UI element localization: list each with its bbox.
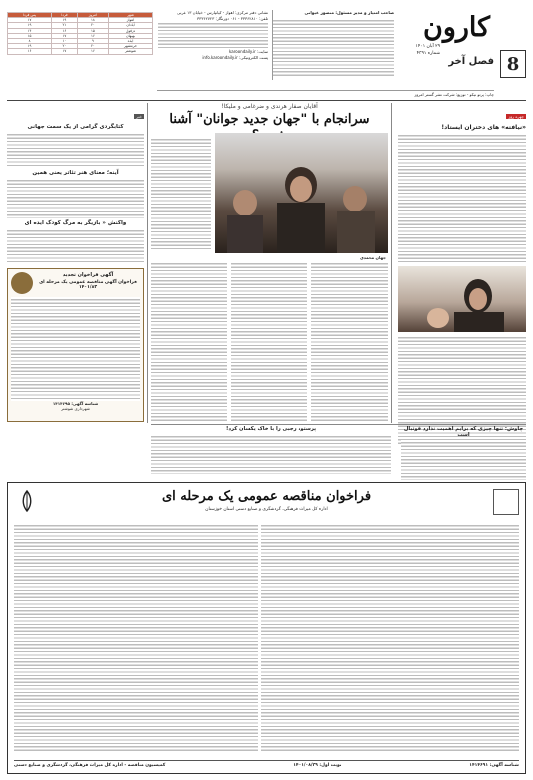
top-header [7, 6, 526, 98]
main-story [151, 103, 388, 423]
ad-box [7, 268, 144, 422]
weather-cell: خرمشهر [109, 44, 153, 49]
right-tag [398, 103, 526, 122]
weather-cell: شوشتر [109, 49, 153, 54]
weather-cell: ۲۱ [52, 23, 78, 28]
weather-cell: ۸ [8, 38, 52, 43]
weather-cell: ۱۷ [8, 18, 52, 23]
photo-caption: جهان محمدی [360, 255, 386, 260]
page-number: 8 [506, 53, 520, 75]
tender-footer-mid: نوبت اول: ۱۴۰۱/۰۸/۲۹ [293, 763, 342, 768]
weather-cell: آبادان [109, 23, 153, 28]
weather-cell: ۱۶ [8, 49, 52, 54]
left-headline-2: آینه؛ معنای هنر تئاتر یعنی همین [32, 170, 119, 176]
tender-footer-right: شناسه آگهی: ۱۴۱۴۶۹۱ [469, 763, 519, 768]
iran-emblem-icon [18, 489, 36, 513]
ad-subtitle: فراخوان آگهی مناقصه عمومی یک مرحله ای ۱۴۰۱/۸۳ [39, 280, 137, 290]
weather-cell: دزفول [109, 28, 153, 33]
bottom-strip [151, 426, 526, 478]
issue-number: شماره ۴۳۹۱ [416, 51, 440, 56]
main-headline: سرانجام با "جهان جدید جوانان" آشنا [169, 112, 370, 127]
weather-header: امروز [77, 13, 108, 18]
weather-header: پس فردا [8, 13, 52, 18]
contact-line: سایت: karoondaily.ir [229, 49, 268, 55]
weather-cell: ۱۶ [77, 49, 108, 54]
main-kicker: آقایان صفار هرندی و ضرغامی و ملیکا! [221, 103, 318, 110]
masthead-footer: چاپ: پرتو نیکو - توزیع: شرکت نشر گستر امروز [157, 90, 494, 97]
page-number-box [500, 50, 526, 78]
weather-cell: ۲۰ [77, 23, 108, 28]
weather-table [7, 12, 153, 55]
issue-date: ۲۹ آبان ۱۴۰۱ [415, 44, 440, 49]
weather-cell: ۱۹ [8, 44, 52, 49]
day-face-badge: چهره روز [508, 114, 524, 119]
section-title: فصل آخر [448, 56, 494, 67]
strip-left [151, 426, 391, 474]
tender-box [7, 482, 526, 774]
weather-cell: ۱۷ [52, 33, 78, 38]
weather-cell: ۱۵ [77, 28, 108, 33]
weather-cell: ۹ [77, 38, 108, 43]
left-column [7, 103, 144, 433]
weather-cell: ۱۹ [52, 18, 78, 23]
weather-header: فردا [52, 13, 78, 18]
weather-cell: ۱۰ [52, 38, 78, 43]
crowd-photo-icon [215, 133, 388, 253]
ad-footer-2: شهرداری شوشتر [61, 406, 90, 411]
weather-cell: ۱۹ [8, 23, 52, 28]
weather-cell: بهبهان [109, 33, 153, 38]
emblem-svg-icon [18, 489, 36, 513]
emblem-icon [11, 272, 33, 294]
strip-headline-2: چاوش: تنها چیزی که برایم اهمیت ندارد فوتبال است [403, 426, 524, 438]
tender-footer [14, 760, 519, 770]
weather-cell: اهواز [109, 18, 153, 23]
weather-cell: ۱۶ [52, 28, 78, 33]
staff-block [272, 10, 394, 80]
news-badge: خبر [136, 114, 142, 119]
logo: کارون [423, 12, 490, 43]
portrait-icon [398, 266, 526, 332]
main-photo [215, 133, 388, 253]
tender-org: اداره کل میراث فرهنگی، گردشگری و صنایع دستی استان خوزستان [205, 507, 328, 512]
contact-block [158, 10, 268, 80]
ad-footer: شناسه آگهی: ۱۴۱۴۶۹۵ [52, 401, 99, 406]
weather-cell: ۱۴ [8, 28, 52, 33]
weather-cell: ۱۶ [77, 33, 108, 38]
right-column [398, 103, 526, 423]
weather-cell: ۱۵ [8, 33, 52, 38]
portrait-photo [398, 266, 526, 332]
contact-line: نشانی دفتر مرکزی: اهواز - کیانپارس - خیابان ۱۳ غربی [177, 10, 268, 15]
left-headline-1: کتابگردی گرامی از یک سمت جهانی [27, 124, 124, 130]
staff-title: صاحب امتیاز و مدیر مسئول: منصور غیوانی [304, 10, 394, 15]
tender-footer-left: کمیسیون مناقصه - اداره کل میراث فرهنگی، گردشگری و صنایع دستی [14, 763, 166, 768]
weather-cell: ۱۸ [77, 18, 108, 23]
contact-line: پست الکترونیکی: info.karoondaily.ir [202, 54, 268, 60]
left-headline-3: واکنش « بازیگر به مرگ کودک ایذه ای [24, 220, 127, 226]
tender-logo-right [493, 489, 519, 515]
contact-line: تلفن: ۳۳۳۶۲۸۱۰ - ۰۶۱ دورنگار: ۳۳۳۶۲۷۲۳ [197, 15, 268, 21]
weather-cell: ۱۷ [52, 49, 78, 54]
left-tag [7, 103, 144, 122]
weather-cell: ۲۰ [77, 44, 108, 49]
right-headline: «نیافته» های دختران ایستاد! [441, 124, 526, 131]
tender-title: فراخوان مناقصه عمومی یک مرحله ای [161, 489, 372, 504]
weather-cell: ایذه [109, 38, 153, 43]
weather-cell: ۲۰ [52, 44, 78, 49]
strip-headline-1: پرستو، رجبی را با خاک یکسان کرد! [225, 426, 317, 432]
strip-right [401, 426, 526, 480]
ad-title: آگهی فراخوان تجدید [62, 272, 114, 278]
weather-header: شهر [109, 13, 153, 18]
